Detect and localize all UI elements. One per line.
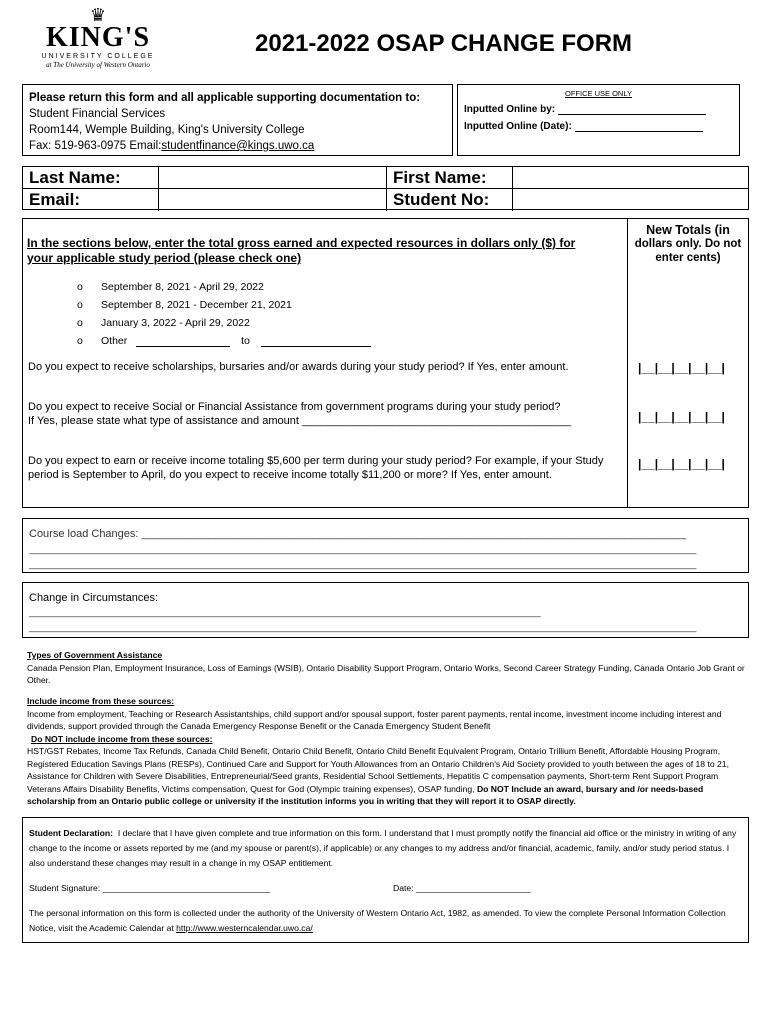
student-no-label: Student No: <box>387 189 513 211</box>
return-contact <box>29 138 446 154</box>
first-name-label: First Name: <box>387 167 513 189</box>
gov-assistance-heading: Types of Government Assistance <box>27 650 163 660</box>
return-line1: Student Financial Services <box>29 108 166 120</box>
include-income-section <box>27 695 745 808</box>
gov-assistance-text: Canada Pension Plan, Employment Insurance, Loss of Earnings (WSIB), Ontario Disability Support Program, Ontario Works, Second Career Strategy Funding, Canada Ontario Job Grant or Other. <box>27 662 745 685</box>
period-option-1[interactable] <box>77 281 264 293</box>
declaration-body: I declare that I have given complete and true information on this form. I understand that I must promptly notify the financial aid office or the ministry in writing of any change to the income or assets reported by me (and my spouse or parent(s), if applicable) or any changes to my address and/or financial, academic, family, and/or study period status. I also understand these changes may result in a change in my OSAP entitlement. <box>29 828 737 868</box>
privacy-text: The personal information on this form is collected under the authority of the University of Western Ontario Act, 1982, as amended. To view the complete Personal Information Collection Notice, visit the Academic Calendar at <box>29 908 726 933</box>
new-totals-column <box>627 219 748 507</box>
first-name-input[interactable] <box>513 167 748 189</box>
income-question: Do you expect to earn or receive income totaling $5,600 per term during your study period? For example, if your Study period is September to April, do you expect to receive income totally $11,200 or more? If Yes, enter amount. <box>28 455 604 481</box>
return-line2: Room144, Wemple Building, King's University College <box>29 124 305 136</box>
course-load-box[interactable] <box>22 518 749 573</box>
circumstances-label: Change in Circumstances: <box>29 592 159 604</box>
student-info-grid <box>22 166 749 210</box>
circumstances-line: ________________________________________________________________________________________________________________________ <box>29 622 697 633</box>
period-option-label: September 8, 2021 - April 29, 2022 <box>101 281 264 293</box>
last-name-label: Last Name: <box>23 167 159 189</box>
scholarship-amount-field[interactable]: |__|__|__|__|__| <box>638 361 725 375</box>
circumstances-box[interactable] <box>22 582 749 638</box>
inputted-by-label: Inputted Online by: <box>464 104 556 115</box>
calendar-link[interactable]: http://www.westerncalendar.uwo.ca/ <box>176 923 313 933</box>
student-no-input[interactable] <box>513 189 748 211</box>
income-amount-field[interactable]: |__|__|__|__|__| <box>638 457 725 471</box>
period-option-3[interactable] <box>77 317 250 329</box>
new-totals-line3: enter cents) <box>655 252 721 264</box>
privacy-notice <box>29 906 742 936</box>
email-link[interactable]: studentfinance@kings.uwo.ca <box>161 140 315 152</box>
crown-icon: ♛ <box>89 5 107 25</box>
course-load-line: ________________________________________________________________________________________________________________________ <box>29 559 697 570</box>
inputted-by-field[interactable] <box>558 104 706 115</box>
signature-field[interactable]: Student Signature: ___________________________________ <box>29 883 270 893</box>
exclude-income-note: Do NOT Include an award, bursary and /or needs-based scholarship from an Ontario public college or university if the institution informs you in writing that they will report it to OSAP directly. <box>27 783 704 806</box>
return-heading: Please return this form and all applicable supporting documentation to: <box>29 92 421 104</box>
office-heading: OFFICE USE ONLY <box>565 89 632 98</box>
exclude-income-heading: Do NOT include income from these sources: <box>31 733 213 744</box>
email-input[interactable] <box>159 189 387 211</box>
assistance-question <box>28 400 618 428</box>
new-totals-line1: New Totals (in <box>646 223 730 237</box>
declaration-box <box>22 817 749 943</box>
radio-icon[interactable]: o <box>77 317 83 329</box>
period-option-label: September 8, 2021 - December 21, 2021 <box>101 299 292 311</box>
radio-icon[interactable]: o <box>77 281 83 293</box>
logo-line1: UNIVERSITY COLLEGE <box>41 53 155 60</box>
new-totals-line2: dollars only. Do not <box>634 238 742 250</box>
radio-icon[interactable]: o <box>77 335 83 347</box>
page-title: 2021-2022 OSAP CHANGE FORM <box>255 30 633 57</box>
last-name-input[interactable] <box>159 167 387 189</box>
other-end-field[interactable] <box>261 336 371 347</box>
include-income-text: Income from employment, Teaching or Research Assistantships, child support and/or spousal support, foster parent payments, rental income, investment income including interest and dividends, support provided through the Canada Emergency Response Benefit or the Canada Emergency Student Benefit <box>27 708 722 731</box>
study-period-instructions: In the sections below, enter the total gross earned and expected resources in dollars only ($) for your applicable study period (please check one) <box>27 236 576 265</box>
period-to-label: to <box>241 335 250 347</box>
date-field[interactable]: Date: ________________________ <box>393 883 531 893</box>
radio-icon[interactable]: o <box>77 299 83 311</box>
assistance-question-line2: If Yes, please state what type of assistance and amount ____________________________________________ <box>28 415 572 427</box>
fax-label: Fax: 519-963-0975 Email: <box>29 140 162 152</box>
inputted-date-field[interactable] <box>575 121 703 132</box>
period-option-label: January 3, 2022 - April 29, 2022 <box>101 317 250 329</box>
exclude-income-list: HST/GST Rebates, Income Tax Refunds, Canada Child Benefit, Ontario Child Benefit, Ontario Child Benefit Equivalent Program, Ontario Trillium Benefit, Affordable Housing Program, Registered Education Savings Plans (RESPs), Continued Care and Support for Youth Allowances from an Ontario Children's Aid Society provided to youth between the ages of 18 to 21, Assistance for Children with Severe Disabilities, Entrepreneurial/Seed grants, Residential School Settlements, Hepatitis C compensation payments, Short-term Rent Support Program Veterans Affairs Disability Benefits, Victims compensation, Quest for God (Olympic training expenses), OSAP funding, <box>27 746 729 794</box>
period-option-label: Other <box>101 335 128 347</box>
office-use-box <box>457 84 740 156</box>
period-option-2[interactable] <box>77 299 292 311</box>
other-start-field[interactable] <box>136 336 230 347</box>
scholarship-question: Do you expect to receive scholarships, bursaries and/or awards during your study period? If Yes, enter amount. <box>28 361 569 373</box>
kings-logo <box>28 6 168 82</box>
new-totals-header <box>628 219 748 265</box>
period-option-other[interactable] <box>77 335 371 347</box>
inputted-date-label: Inputted Online (Date): <box>464 121 572 132</box>
email-label: Email: <box>23 189 159 211</box>
assistance-amount-field[interactable]: |__|__|__|__|__| <box>638 410 725 424</box>
gov-assistance-section <box>27 649 745 687</box>
course-load-label: Course load Changes: _________________________________________________________________________________________ <box>29 528 686 540</box>
logo-name: KING'S <box>45 22 151 53</box>
inputted-by-row <box>464 104 733 115</box>
assistance-question-line1: Do you expect to receive Social or Financial Assistance from government programs during your study period? <box>28 401 561 413</box>
declaration-text <box>29 826 742 871</box>
signature-row <box>29 881 742 896</box>
inputted-date-row <box>464 121 733 132</box>
include-income-heading: Include income from these sources: <box>27 696 175 706</box>
course-load-line: ________________________________________________________________________________________________________________________ <box>29 544 697 555</box>
exclude-income-text <box>27 745 745 808</box>
circumstances-line: ____________________________________________________________________________________________ <box>29 607 541 618</box>
declaration-label: Student Declaration: <box>29 828 114 838</box>
logo-line2: at The University of Western Ontario <box>46 61 150 69</box>
return-instructions-box <box>22 84 453 156</box>
